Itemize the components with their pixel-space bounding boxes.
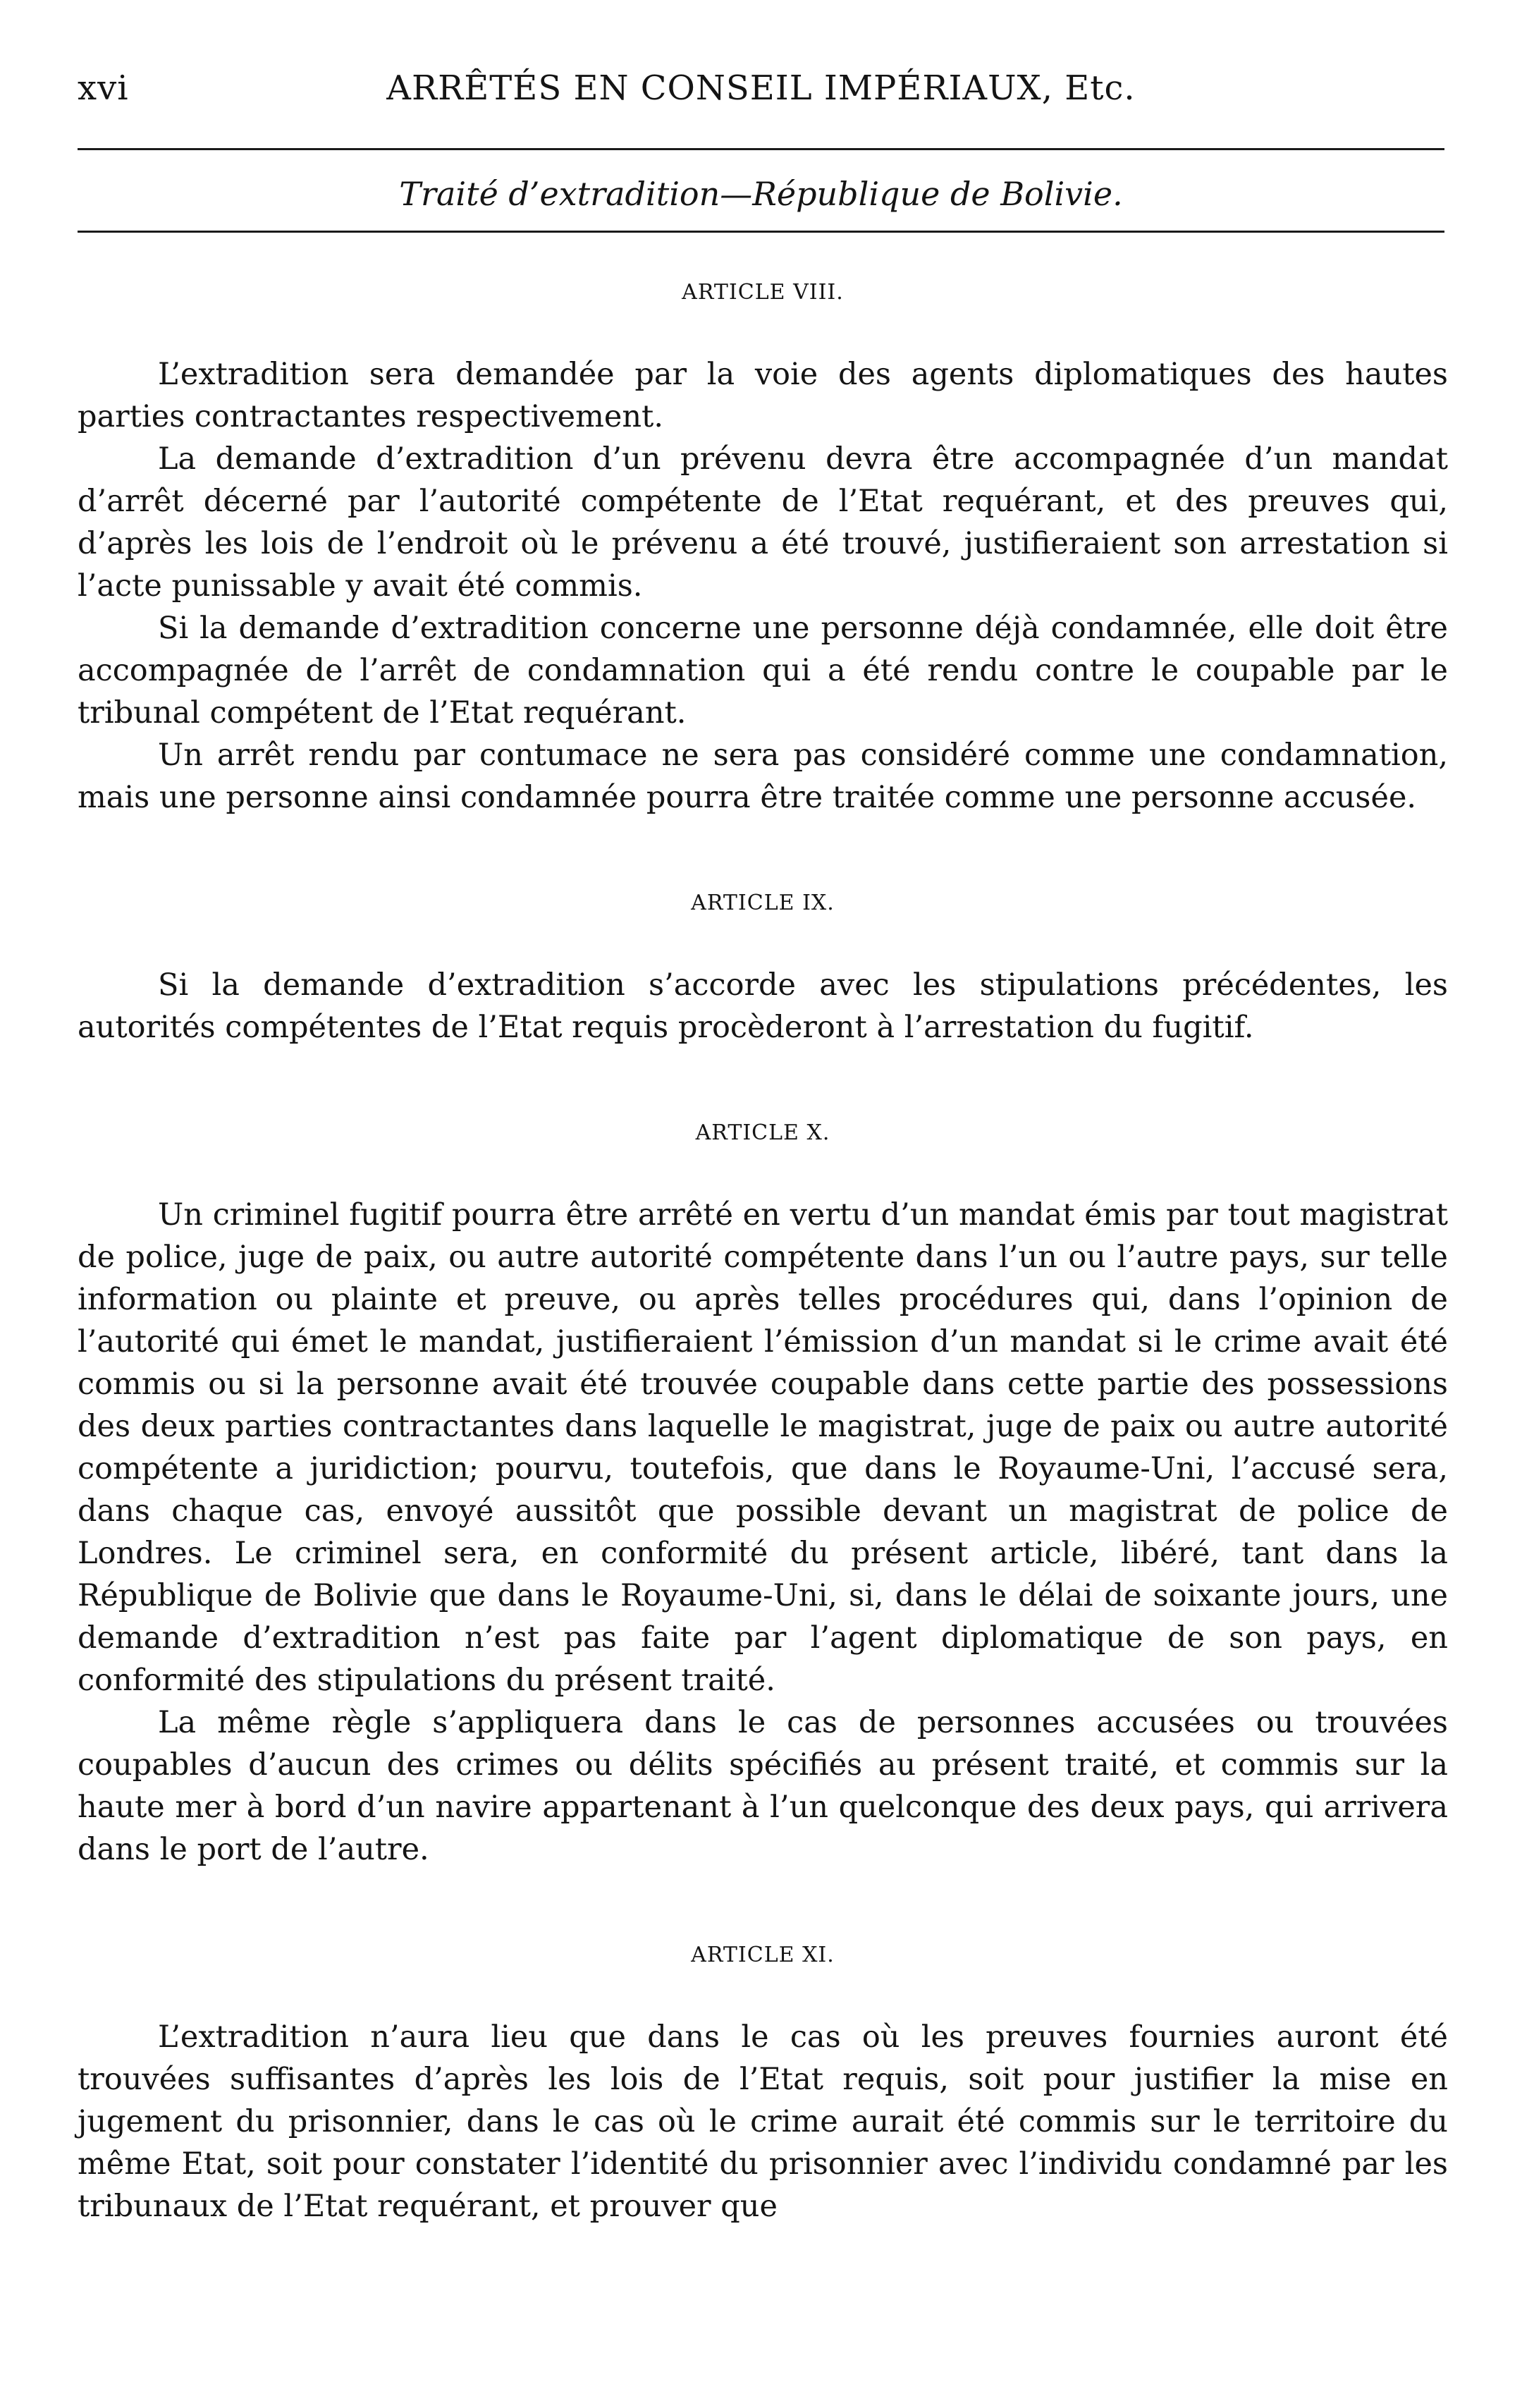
body-text — [78, 279, 1448, 2227]
running-header — [78, 63, 1444, 113]
article-paragraph: La même règle s’appliquera dans le cas de personnes accusées ou trouvées coupables d’aucun des crimes ou délits spécifiés au présent traité, et commis sur la haute mer à bord d’un navire appartenant à l’un quelconque des deux pays, qui arrivera dans le port de l’autre. — [78, 1705, 1448, 1867]
article-paragraph: Un arrêt rendu par contumace ne sera pas considéré comme une condamnation, mais une personne ainsi condamnée pourra être traitée comme une personne accusée. — [78, 738, 1448, 815]
article-paragraph: L’extradition n’aura lieu que dans le cas où les preuves fournies auront été trouvées suffisantes d’après les lois de l’Etat requis, soit pour justifier la mise en jugement du prisonnier, dans le cas où le crime aurait été commis sur le territoire du même Etat, soit pour constater l’identité du prisonnier avec l’individu condamné par les tribunaux de l’Etat requérant, et prouver que — [78, 2019, 1448, 2224]
article-paragraph: L’extradition sera demandée par la voie des agents diplomatiques des hautes parties contractantes respectivement. — [78, 357, 1448, 434]
article-paragraph: La demande d’extradition d’un prévenu devra être accompagnée d’un mandat d’arrêt décerné par l’autorité compétente de l’Etat requérant, et des preuves qui, d’après les lois de l’endroit où le prévenu a été trouvé, justifieraient son arrestation si l’acte punissable y avait été commis. — [78, 441, 1448, 604]
article-heading: ARTICLE VIII. — [682, 280, 844, 305]
article-paragraph: Si la demande d’extradition concerne une personne déjà condamnée, elle doit être accompagnée de l’arrêt de condamnation qui a été rendu contre le coupable par le tribunal compétent de l’Etat requérant. — [78, 611, 1448, 731]
header-rule-bottom — [78, 231, 1444, 233]
running-title: ARRÊTÉS EN CONSEIL IMPÉRIAUX, Etc. — [386, 68, 1136, 108]
treaty-subtitle: Traité d’extradition—République de Bolivie. — [399, 175, 1123, 213]
article-heading: ARTICLE XI. — [691, 1943, 835, 1967]
article-heading: ARTICLE IX. — [691, 891, 835, 915]
article-paragraph: Un criminel fugitif pourra être arrêté en vertu d’un mandat émis par tout magistrat de police, juge de paix, ou autre autorité compétente dans l’un ou l’autre pays, sur telle information ou plainte et preuve, ou après telles procédures qui, dans l’opinion de l’autorité qui émet le mandat, justifieraient l’émission d’un mandat si le crime avait été commis ou si la personne avait été trouvée coupable dans cette partie des possessions des deux parties contractantes dans laquelle le magistrat, juge de paix ou autre autorité compétente a juridiction; pourvu, toutefois, que dans le Royaume-Uni, l’accusé sera, dans chaque cas, envoyé aussitôt que possible devant un magistrat de police de Londres. Le criminel sera, en conformité du présent article, libéré, tant dans la République de Bolivie que dans le Royaume-Uni, si, dans le délai de soixante jours, une demande d’extradition n’est pas faite par l’agent diplomatique de son pays, en conformité des stipulations du présent traité. — [78, 1197, 1448, 1698]
header-rule-top — [78, 148, 1444, 150]
page-number: xvi — [78, 68, 129, 108]
article-paragraph: Si la demande d’extradition s’accorde avec les stipulations précédentes, les autorités compétentes de l’Etat requis procèderont à l’arrestation du fugitif. — [78, 967, 1448, 1045]
article-heading: ARTICLE X. — [695, 1120, 830, 1145]
